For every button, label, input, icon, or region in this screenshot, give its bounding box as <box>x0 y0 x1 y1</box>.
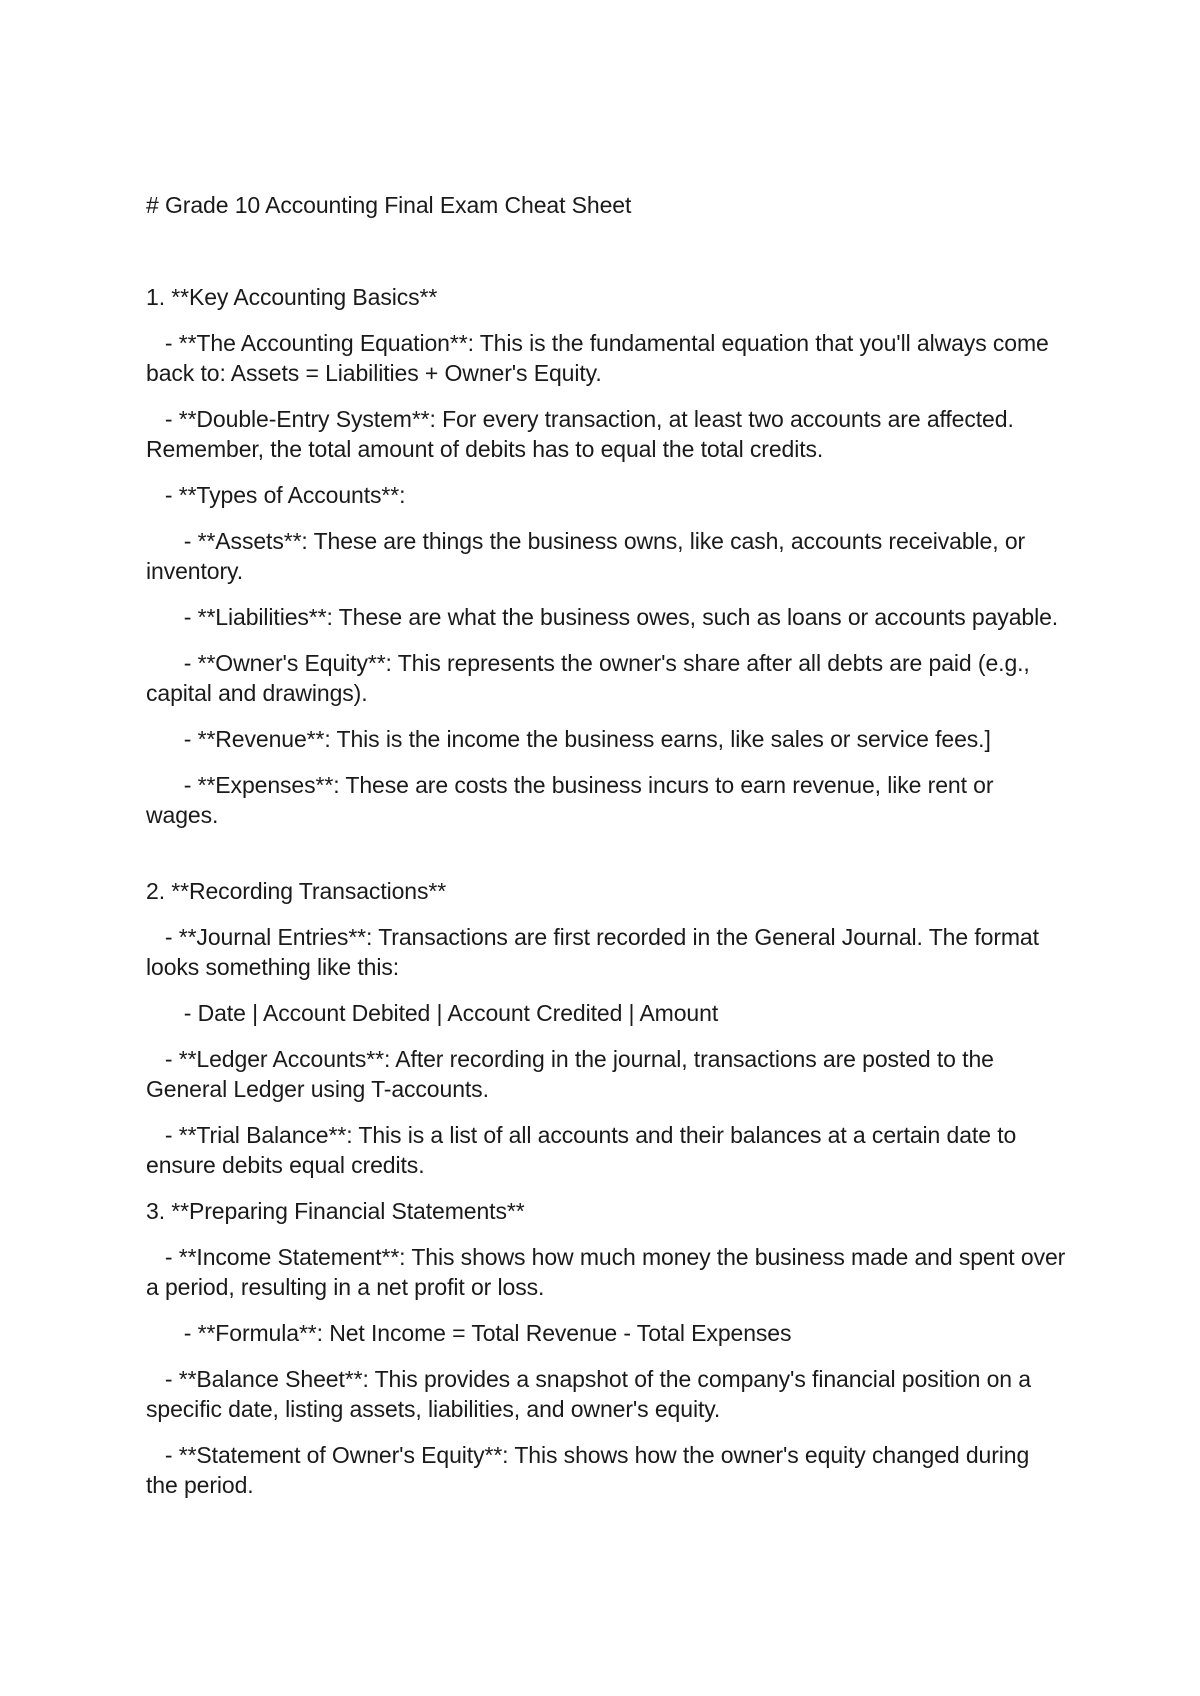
section-heading: 2. **Recording Transactions** <box>146 878 447 904</box>
list-item: - **Income Statement**: This shows how much money the business made and spent over a period, resulting in a net profit or loss. <box>146 1244 1072 1300</box>
list-item: - **Owner's Equity**: This represents the owner's share after all debts are paid (e.g., capital and drawings). <box>146 650 1037 706</box>
section-heading: 3. **Preparing Financial Statements** <box>146 1198 525 1224</box>
list-item: - **Revenue**: This is the income the business earns, like sales or service fees.] <box>146 726 991 752</box>
list-item: - **Liabilities**: These are what the business owes, such as loans or accounts payable. <box>146 604 1059 630</box>
list-item: - **Journal Entries**: Transactions are first recorded in the General Journal. The format looks something like this: <box>146 924 1046 980</box>
section-heading: 1. **Key Accounting Basics** <box>146 284 438 310</box>
list-item: - **Assets**: These are things the business owns, like cash, accounts receivable, or inventory. <box>146 528 1032 584</box>
list-item: - Date | Account Debited | Account Credited | Amount <box>146 1000 719 1026</box>
list-item: - **Double-Entry System**: For every transaction, at least two accounts are affected. Remember, the total amount of debits has to equal the total credits. <box>146 406 1021 462</box>
list-item: - **Trial Balance**: This is a list of all accounts and their balances at a certain date to ensure debits equal credits. <box>146 1122 1023 1178</box>
list-item: - **Statement of Owner's Equity**: This shows how the owner's equity changed during the period. <box>146 1442 1036 1498</box>
list-item: - **Formula**: Net Income = Total Revenue - Total Expenses <box>146 1320 792 1346</box>
list-item: - **The Accounting Equation**: This is the fundamental equation that you'll always come back to: Assets = Liabilities + Owner's Equity. <box>146 330 1056 386</box>
document-title: # Grade 10 Accounting Final Exam Cheat Sheet <box>146 192 632 218</box>
list-item: - **Ledger Accounts**: After recording in the journal, transactions are posted to the General Ledger using T-accounts. <box>146 1046 1001 1102</box>
list-item: - **Types of Accounts**: <box>146 482 406 508</box>
document-body <box>146 190 1072 1516</box>
list-item: - **Expenses**: These are costs the business incurs to earn revenue, like rent or wages. <box>146 772 1000 828</box>
list-item: - **Balance Sheet**: This provides a snapshot of the company's financial position on a specific date, listing assets, liabilities, and owner's equity. <box>146 1366 1038 1422</box>
